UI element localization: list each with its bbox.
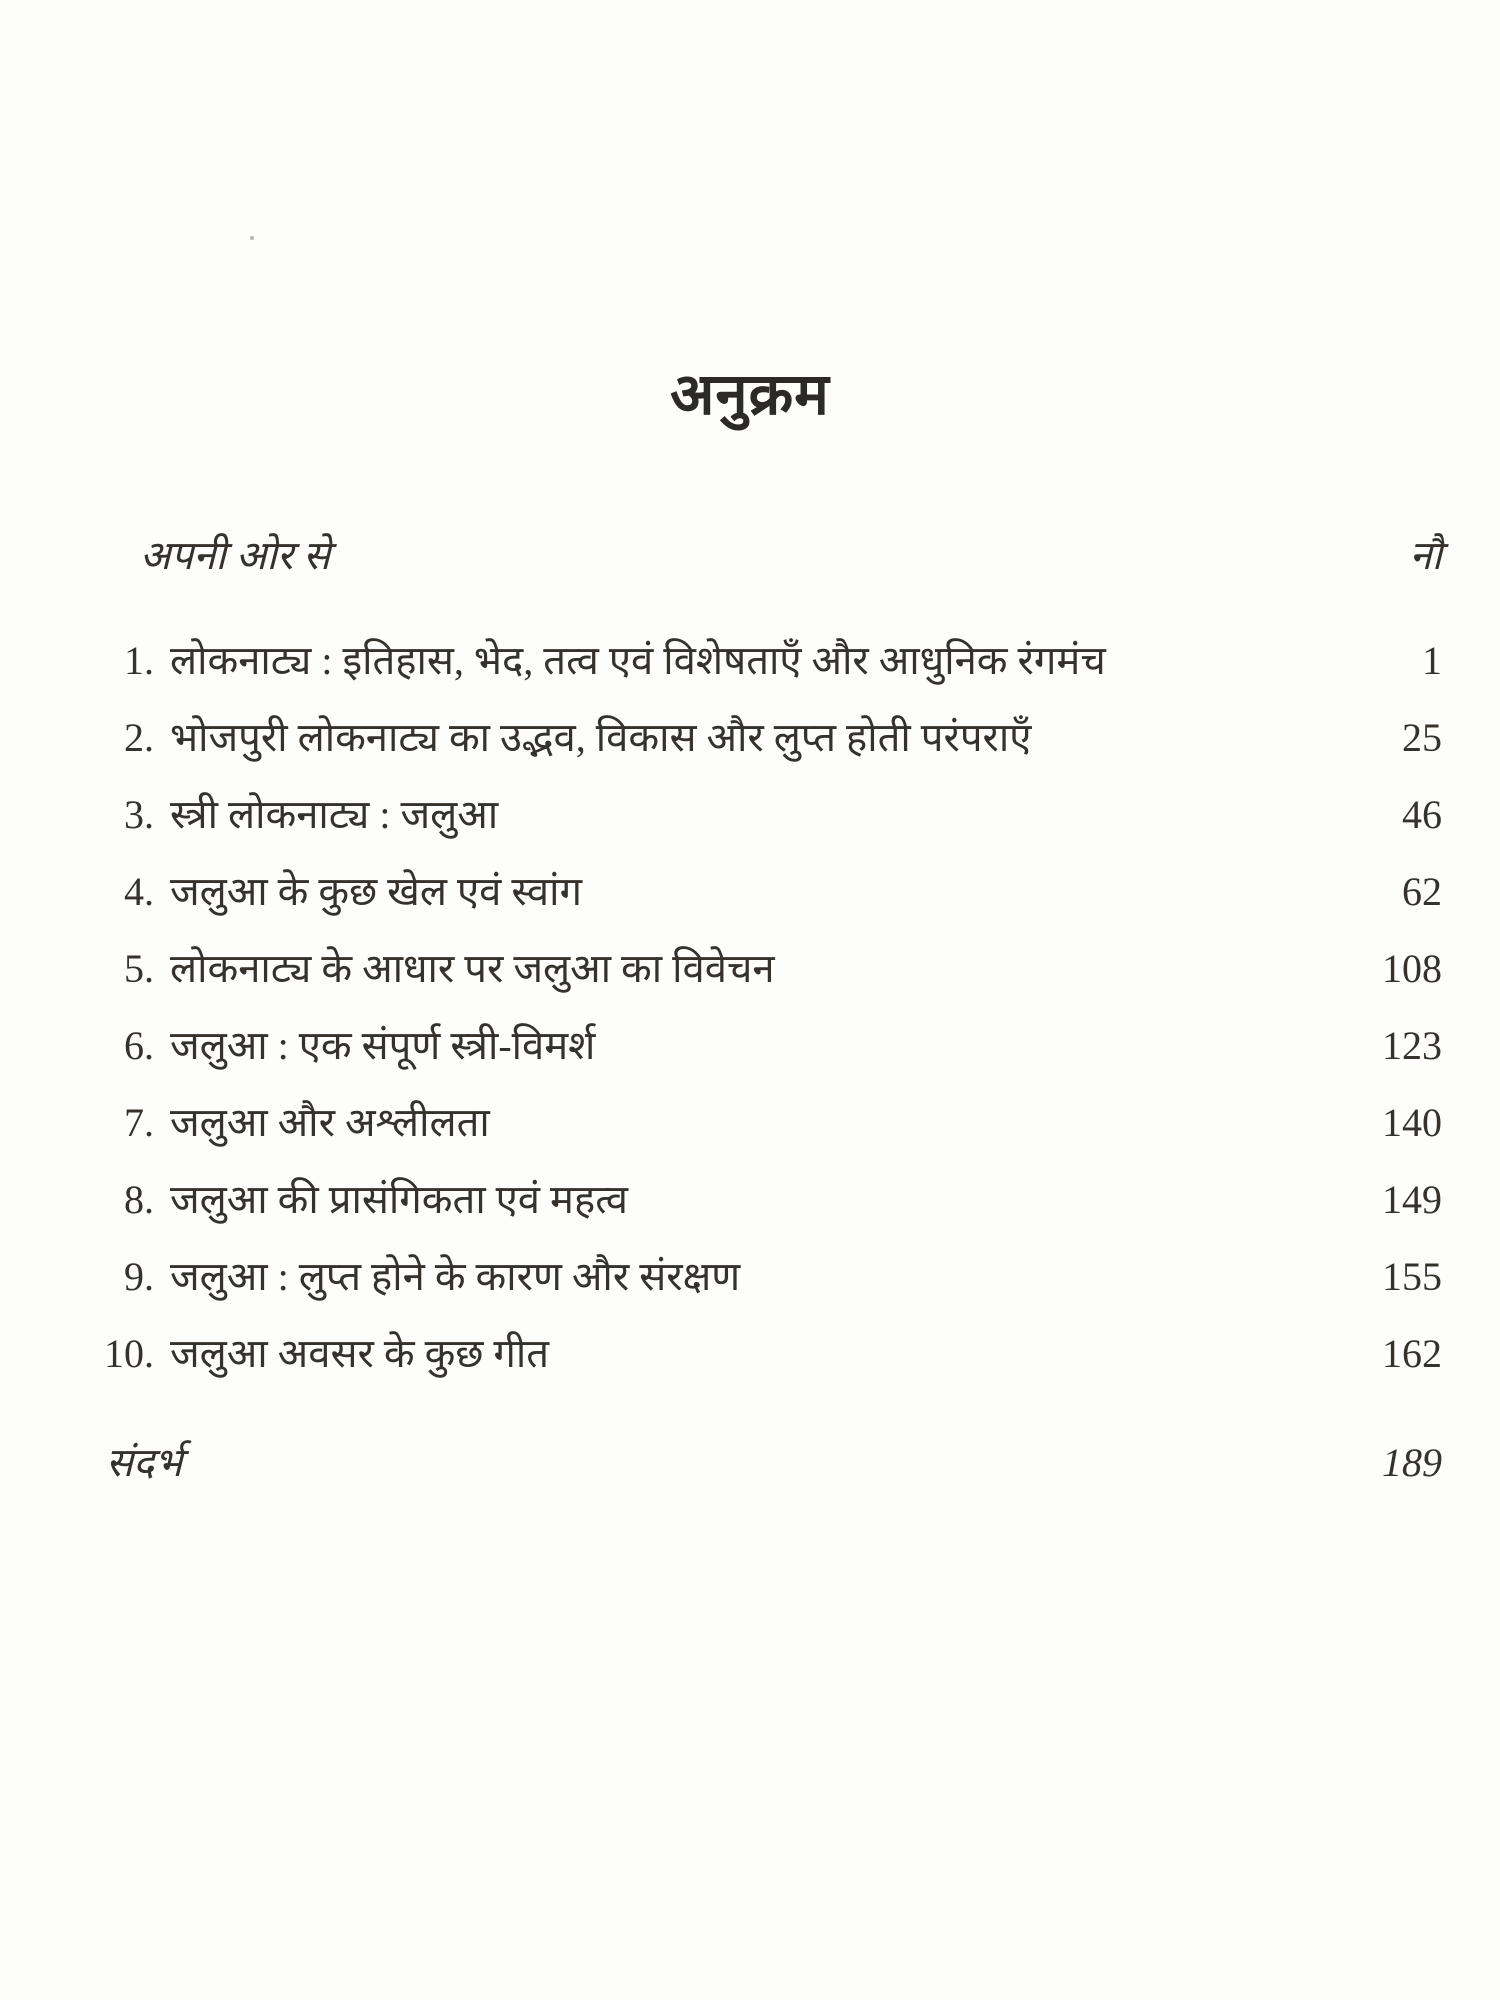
- toc-entry: [92, 1161, 1442, 1238]
- entry-page-number: 108: [1382, 946, 1442, 991]
- table-of-contents: [92, 512, 1442, 1508]
- entry-page-number: 123: [1382, 1023, 1442, 1068]
- toc-entry: [92, 699, 1442, 776]
- entry-title: लोकनाट्य : इतिहास, भेद, तत्व एवं विशेषताएँ और आधुनिक रंगमंच: [170, 638, 1106, 683]
- front-matter-label: अपनी ओर से: [140, 533, 331, 578]
- toc-entry: [92, 776, 1442, 853]
- entry-page-number: 62: [1402, 869, 1442, 914]
- entry-title: जलुआ और अश्लीलता: [170, 1100, 490, 1145]
- back-matter-page-number: 189: [1382, 1440, 1442, 1485]
- entry-number: 5.: [124, 946, 154, 991]
- entry-page-number: 149: [1382, 1177, 1442, 1222]
- entry-page-number: 46: [1402, 792, 1442, 837]
- entry-number: 4.: [124, 869, 154, 914]
- entry-title: जलुआ के कुछ खेल एवं स्वांग: [170, 869, 583, 914]
- toc-entry: [92, 1084, 1442, 1161]
- toc-entry: [92, 853, 1442, 930]
- toc-entry: [92, 1007, 1442, 1084]
- scan-artifact-dot: [250, 236, 254, 240]
- entry-number: 2.: [124, 715, 154, 760]
- entry-page-number: 140: [1382, 1100, 1442, 1145]
- toc-entry: [92, 1315, 1442, 1392]
- back-matter-label: संदर्भ: [106, 1440, 183, 1485]
- entry-page-number: 162: [1382, 1331, 1442, 1376]
- entry-title: भोजपुरी लोकनाट्य का उद्भव, विकास और लुप्त होती परंपराएँ: [170, 715, 1032, 760]
- toc-entry: [92, 1238, 1442, 1315]
- entry-number: 6.: [124, 1023, 154, 1068]
- toc-entry: [92, 622, 1442, 699]
- entry-title: लोकनाट्य के आधार पर जलुआ का विवेचन: [170, 946, 775, 991]
- entry-title: जलुआ की प्रासंगिकता एवं महत्व: [170, 1177, 629, 1222]
- entry-page-number: 25: [1402, 715, 1442, 760]
- front-matter-page-number: नौ: [1409, 533, 1442, 578]
- entry-number: 7.: [124, 1100, 154, 1145]
- front-matter-row: [92, 512, 1442, 600]
- entry-page-number: 1: [1422, 638, 1442, 683]
- entry-title: जलुआ : लुप्त होने के कारण और संरक्षण: [170, 1254, 741, 1299]
- entry-title: जलुआ अवसर के कुछ गीत: [170, 1331, 550, 1376]
- page-title: अनुक्रम: [670, 362, 830, 427]
- toc-entry: [92, 930, 1442, 1007]
- entry-number: 8.: [124, 1177, 154, 1222]
- entry-title: स्त्री लोकनाट्य : जलुआ: [170, 792, 499, 837]
- entry-title: जलुआ : एक संपूर्ण स्त्री-विमर्श: [170, 1023, 596, 1068]
- entry-page-number: 155: [1382, 1254, 1442, 1299]
- entry-number: 9.: [124, 1254, 154, 1299]
- back-matter-row: [92, 1418, 1442, 1508]
- entry-number: 1.: [124, 638, 154, 683]
- entry-number: 10.: [104, 1331, 154, 1376]
- entry-number: 3.: [124, 792, 154, 837]
